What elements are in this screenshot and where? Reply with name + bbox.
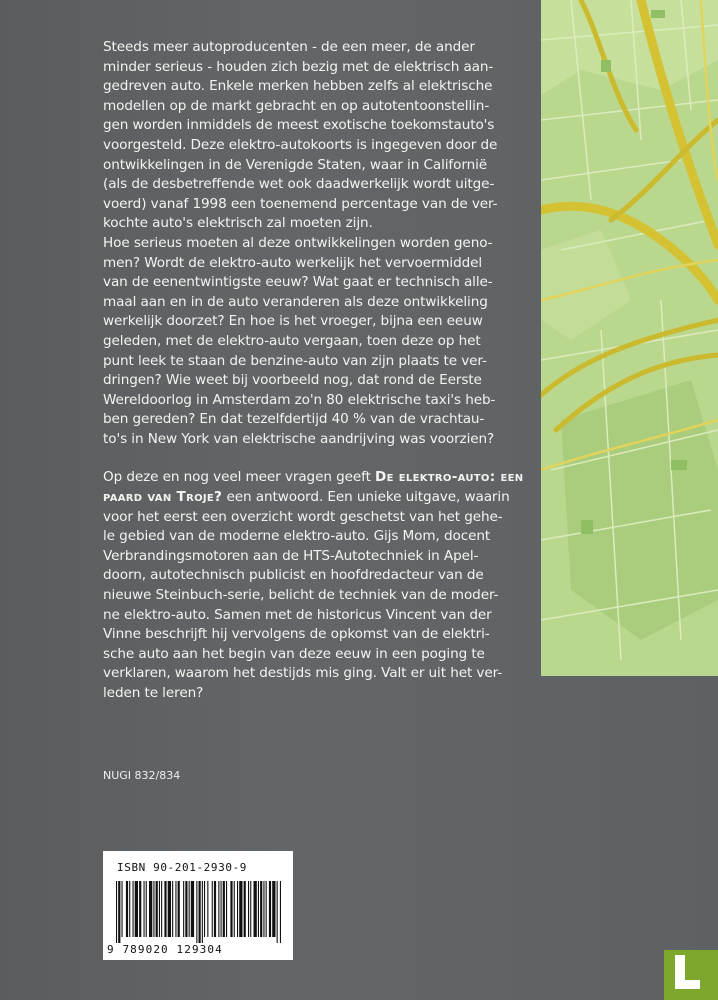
blurb-line: Wereldoorlog in Amsterdam zo'n 80 elektrische taxi's heb- (103, 391, 496, 408)
barcode-bar (214, 881, 216, 937)
barcode-bar (230, 881, 232, 937)
blurb-line: le gebied van de moderne elektro-auto. Gijs Mom, docent (103, 528, 491, 545)
barcode-bar (202, 881, 203, 943)
barcode-bar (234, 881, 235, 937)
paragraph-gap (103, 449, 711, 468)
barcode-bar (118, 881, 120, 943)
barcode-bar (175, 881, 176, 937)
barcode-bar (248, 881, 249, 937)
blurb-line: sche auto aan het begin van deze eeuw in een poging te (103, 645, 485, 662)
blurb-line: voorgesteld. Deze elektro-autokoorts is ingegeven door de (103, 136, 498, 153)
blurb-text (103, 38, 711, 704)
blurb-line: minder serieus - houden zich bezig met de elektrisch aan- (103, 58, 494, 75)
blurb-line: to's in New York van elektrische aandrijving was voorzien? (103, 430, 495, 447)
barcode-bar (280, 881, 281, 943)
barcode-bar (266, 881, 267, 937)
blurb-line: van de eenentwintigste eeuw? Wat gaat er technisch alle- (103, 274, 493, 291)
barcode-bar (161, 881, 162, 937)
blurb-line: ben gereden? En dat tezelfdertijd 40 % van de vrachtau- (103, 411, 485, 428)
barcode-bar (258, 881, 259, 937)
barcode-bar (116, 881, 117, 943)
blurb-text-run: Op deze en nog veel meer vragen geeft (103, 469, 376, 486)
blurb-line: leden te leren? (103, 685, 204, 701)
barcode (103, 851, 293, 960)
blurb-line: verklaren, waarom het destijds mis ging. Valt er uit het ver- (103, 665, 503, 682)
barcode-bar (133, 881, 134, 937)
blurb-line: Hoe serieus moeten al deze ontwikkelingen worden geno- (103, 234, 493, 251)
watermark-logo (664, 950, 718, 1000)
barcode-bar (178, 881, 180, 937)
blurb-line: werkelijk doorzet? En hoe is het vroeger, bijna een eeuw (103, 313, 483, 330)
barcode-bar (199, 881, 201, 943)
blurb-line: voerd) vanaf 1998 een toenemend percentage van de ver- (103, 195, 498, 212)
barcode-bar (260, 881, 262, 937)
barcode-bar (277, 881, 278, 943)
blurb-line: ontwikkelingen in de Verenigde Staten, waar in Californië (103, 156, 488, 173)
blurb-line: kochte auto's elektrisch zal moeten zijn. (103, 215, 373, 232)
barcode-bar (146, 881, 147, 937)
blurb-line: dringen? Wie weet bij voorbeeld nog, dat rond de Eerste (103, 372, 482, 389)
blurb-line: Vinne beschrijft hij vervolgens de opkomst van de elektri- (103, 626, 490, 643)
barcode-bar (172, 881, 173, 937)
barcode-bar (122, 881, 123, 937)
blurb-line: (als de desbetreffende wet ook daadwerkelijk wordt uitge- (103, 176, 495, 193)
barcode-bar (204, 881, 205, 937)
blurb-line (103, 488, 711, 508)
barcode-bar (168, 881, 171, 937)
blurb-line: voor het eerst een overzicht wordt geschetst van het gehe- (103, 508, 503, 525)
blurb-line: modellen op de markt gebracht en op autotentoonstellin- (103, 97, 490, 114)
ean-number: 9 789020 129304 (107, 943, 223, 956)
blurb-line (103, 468, 711, 488)
watermark-l-icon (672, 955, 702, 990)
barcode-bar (135, 881, 138, 937)
barcode-bar (156, 881, 158, 937)
blurb-line: gen worden inmiddels de meest exotische toekomstauto's (103, 117, 495, 134)
barcode-bar (239, 881, 242, 937)
book-title: paard van Troje? (103, 489, 223, 506)
barcode-bar (244, 881, 246, 937)
barcode-bar (164, 881, 166, 937)
blurb-line: punt leek te staan de benzine-auto van zijn plaats te ver- (103, 352, 487, 369)
barcode-bar (221, 881, 222, 937)
barcode-bar (153, 881, 154, 937)
blurb-line: nieuwe Steinbuch-serie, belicht de techniek van de moder- (103, 587, 499, 604)
blurb-line: Verbrandingsmotoren aan de HTS-Autotechniek in Apel- (103, 547, 479, 564)
barcode-bar (269, 881, 271, 937)
barcode-bar (212, 881, 213, 937)
barcode-bar (129, 881, 130, 937)
barcode-bar (149, 881, 152, 937)
barcode-bar (272, 881, 275, 937)
blurb-line: geleden, met de elektro-auto vergaan, toen deze op het (103, 332, 481, 349)
barcode-bar (189, 881, 190, 937)
barcode-bar (185, 881, 187, 937)
barcode-bar (207, 881, 208, 937)
blurb-line: men? Wordt de elektro-auto werkelijk het vervoermiddel (103, 254, 483, 271)
barcode-bar (191, 881, 194, 937)
barcode-bar (196, 881, 197, 943)
barcode-bar (226, 881, 227, 937)
barcode-bar (144, 881, 145, 937)
barcode-bar (237, 881, 238, 937)
barcode-bar (159, 881, 160, 937)
isbn-label: ISBN 90-201-2930-9 (117, 861, 248, 874)
barcode-bar (126, 881, 128, 937)
barcode-bar (254, 881, 257, 937)
blurb-line: doorn, autotechnisch publicist en hoofdredacteur van de (103, 567, 484, 584)
book-title: De elektro-auto: een (375, 469, 524, 486)
blurb-text-run: een antwoord. Een unieke uitgave, waarin (222, 489, 510, 506)
barcode-bars (116, 881, 282, 943)
barcode-bar (250, 881, 251, 937)
barcode-bar (139, 881, 141, 937)
barcode-bar (223, 881, 225, 937)
barcode-bar (263, 881, 264, 937)
barcode-bar (218, 881, 219, 937)
nugi-code: NUGI 832/834 (103, 769, 181, 782)
blurb-line: gedreven auto. Enkele merken hebben zelfs al elektrische (103, 78, 493, 95)
blurb-line: maal aan en in de auto veranderen als deze ontwikkeling (103, 293, 488, 310)
barcode-bar (183, 881, 184, 937)
blurb-line: Steeds meer autoproducenten - de een meer, de ander (103, 39, 475, 55)
blurb-line: ne elektro-auto. Samen met de historicus Vincent van der (103, 606, 492, 623)
